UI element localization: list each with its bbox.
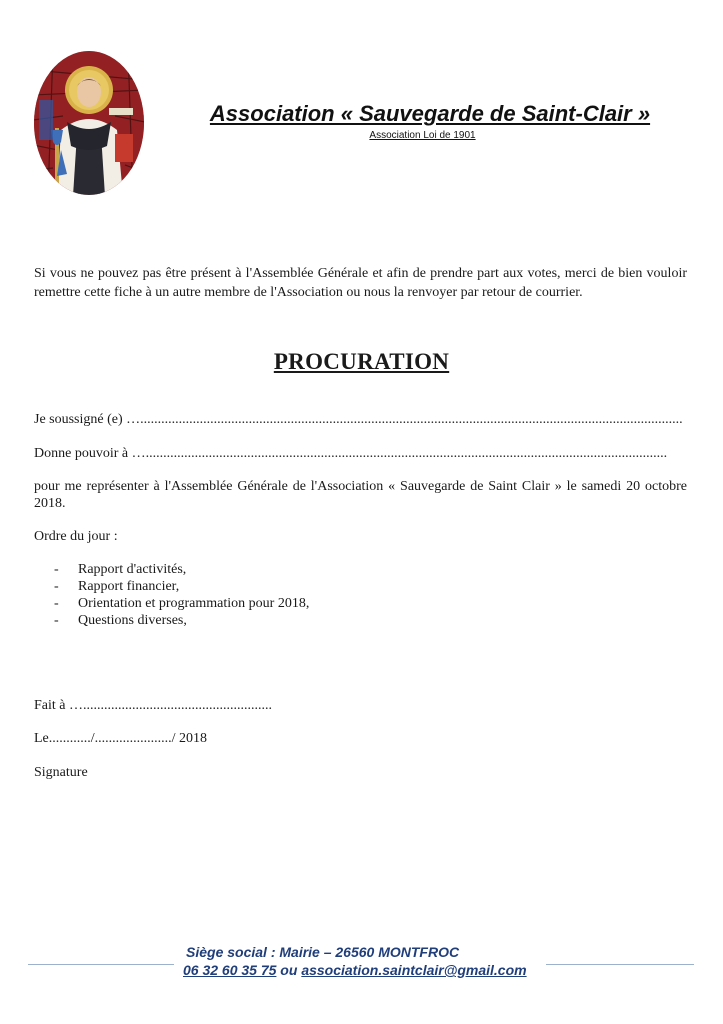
- agenda-item-label: Orientation et programmation pour 2018,: [78, 596, 310, 611]
- agenda-heading: Ordre du jour :: [34, 529, 118, 544]
- fait-a-field[interactable]: Fait à …......................................................: [34, 698, 272, 713]
- list-item: - Orientation et programmation pour 2018,: [54, 596, 310, 611]
- footer-separator: ou: [276, 962, 302, 978]
- list-item: - Rapport d'activités,: [54, 562, 187, 577]
- representation-paragraph: pour me représenter à l'Assemblée Générale de l'Association « Sauvegarde de Saint Clair » le samedi 20 octobre 2018.: [34, 479, 687, 511]
- list-item: - Rapport financier,: [54, 579, 180, 594]
- soussigne-field[interactable]: Je soussigné (e) …...........................................................................................................................................................: [34, 412, 683, 427]
- association-title: Association « Sauvegarde de Saint-Clair »: [209, 101, 651, 126]
- signature-label: Signature: [34, 765, 88, 780]
- date-field[interactable]: Le............/....................../ 2018: [34, 731, 208, 746]
- footer-address: Siège social : Mairie – 26560 MONTFROC: [186, 944, 460, 960]
- phone-link[interactable]: 06 32 60 35 75: [183, 962, 277, 978]
- association-subtitle: Association Loi de 1901: [369, 130, 476, 141]
- email-link[interactable]: association.saintclair@gmail.com: [301, 962, 527, 978]
- agenda-item-label: Rapport financier,: [78, 579, 180, 594]
- agenda-list: [54, 561, 309, 629]
- stained-glass-saint-icon: [33, 50, 145, 196]
- agenda-item-label: Questions diverses,: [78, 613, 187, 628]
- agenda-item-label: Rapport d'activités,: [78, 562, 187, 577]
- intro-paragraph: Si vous ne pouvez pas être présent à l'Assemblée Générale et afin de prendre part aux votes, merci de bien vouloir remettre cette fiche à un autre membre de l'Association ou nous la renvoyer par retour de courrier.: [34, 266, 687, 300]
- list-item: - Questions diverses,: [54, 613, 187, 628]
- pouvoir-field[interactable]: Donne pouvoir à ….....................................................................................................................................................: [34, 446, 668, 461]
- page-title: PROCURATION: [273, 349, 450, 374]
- footer-contact: [183, 962, 527, 978]
